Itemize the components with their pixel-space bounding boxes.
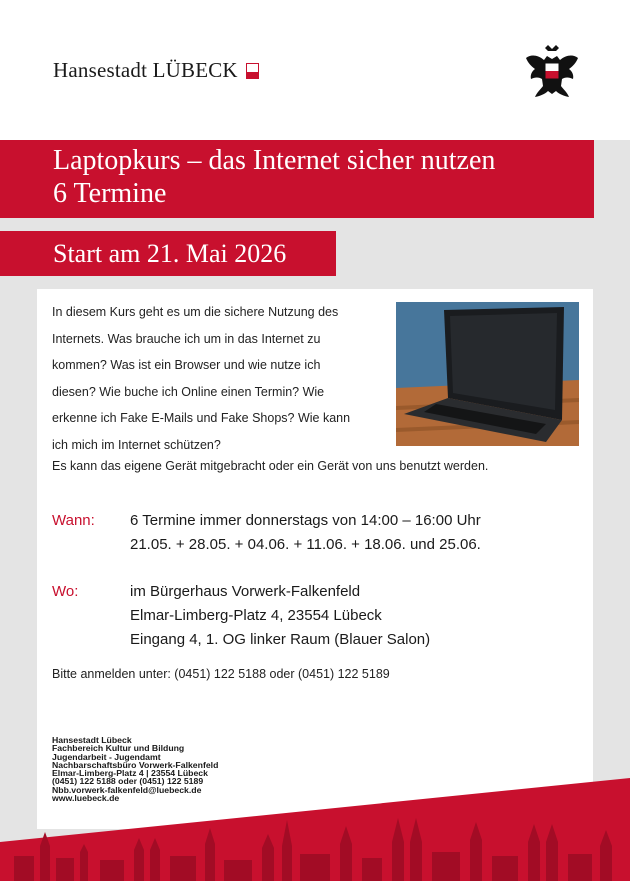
start-banner [0, 231, 336, 276]
wann-label: Wann: [52, 512, 95, 529]
content-card [37, 289, 593, 829]
skyline-footer [0, 760, 630, 881]
title-line-1: Laptopkurs – das Internet sicher nutzen [53, 145, 496, 176]
imprint-line: Fachbereich Kultur und Bildung [52, 743, 185, 754]
laptop-photo [396, 302, 579, 446]
brand-name: Hansestadt LÜBECK [53, 58, 238, 82]
imprint-line: Nachbarschaftsbüro Vorwerk-Falkenfeld [52, 759, 219, 770]
brand [53, 58, 259, 83]
title-line-2: 6 Termine [53, 178, 167, 209]
imprint-line: Hansestadt Lübeck [52, 735, 132, 745]
intro-line: Internets. Was brauche ich um in das Internet zu [52, 331, 321, 346]
wo-line-2: Elmar-Limberg-Platz 4, 23554 Lübeck [130, 607, 382, 624]
imprint-line: (0451) 122 5188 oder (0451) 122 5189 [52, 776, 204, 787]
imprint-line: www.luebeck.de [52, 793, 120, 804]
intro-line: erkenne ich Fake E-Mails und Fake Shops? Wie kann [52, 411, 351, 425]
imprint-line: Elmar-Limberg-Platz 4 | 23554 Lübeck [52, 768, 208, 779]
luebeck-eagle-icon [525, 44, 579, 100]
device-note: Es kann das eigene Gerät mitgebracht oder ein Gerät von uns benutzt werden. [52, 459, 489, 473]
wo-line-3: Eingang 4, 1. OG linker Raum (Blauer Salon) [130, 631, 431, 648]
registration-note: Bitte anmelden unter: (0451) 122 5188 oder (0451) 122 5189 [52, 667, 390, 681]
imprint-line: Jugendarbeit - Jugendamt [52, 751, 161, 762]
intro-text [52, 299, 387, 458]
wo-label: Wo: [52, 583, 79, 600]
intro-line: kommen? Was ist ein Browser und wie nutze ich [52, 358, 321, 372]
title-banner [0, 140, 594, 218]
start-date: Start am 21. Mai 2026 [53, 239, 287, 268]
imprint-line: Nbb.vorwerk-falkenfeld@luebeck.de [52, 784, 202, 795]
wann-line-1: 6 Termine immer donnerstags von 14:00 – 16:00 Uhr [130, 512, 481, 529]
page-header [0, 0, 630, 140]
brand-mark-icon [246, 63, 259, 79]
wann-line-2: 21.05. + 28.05. + 04.06. + 11.06. + 18.06. und 25.06. [130, 536, 481, 553]
intro-line: In diesem Kurs geht es um die sichere Nutzung des [52, 305, 339, 319]
intro-line: ich mich im Internet schützen? [52, 437, 221, 452]
wo-line-1: im Bürgerhaus Vorwerk-Falkenfeld [130, 583, 361, 600]
intro-line: diesen? Wie buche ich Online einen Termin? Wie [52, 384, 325, 399]
